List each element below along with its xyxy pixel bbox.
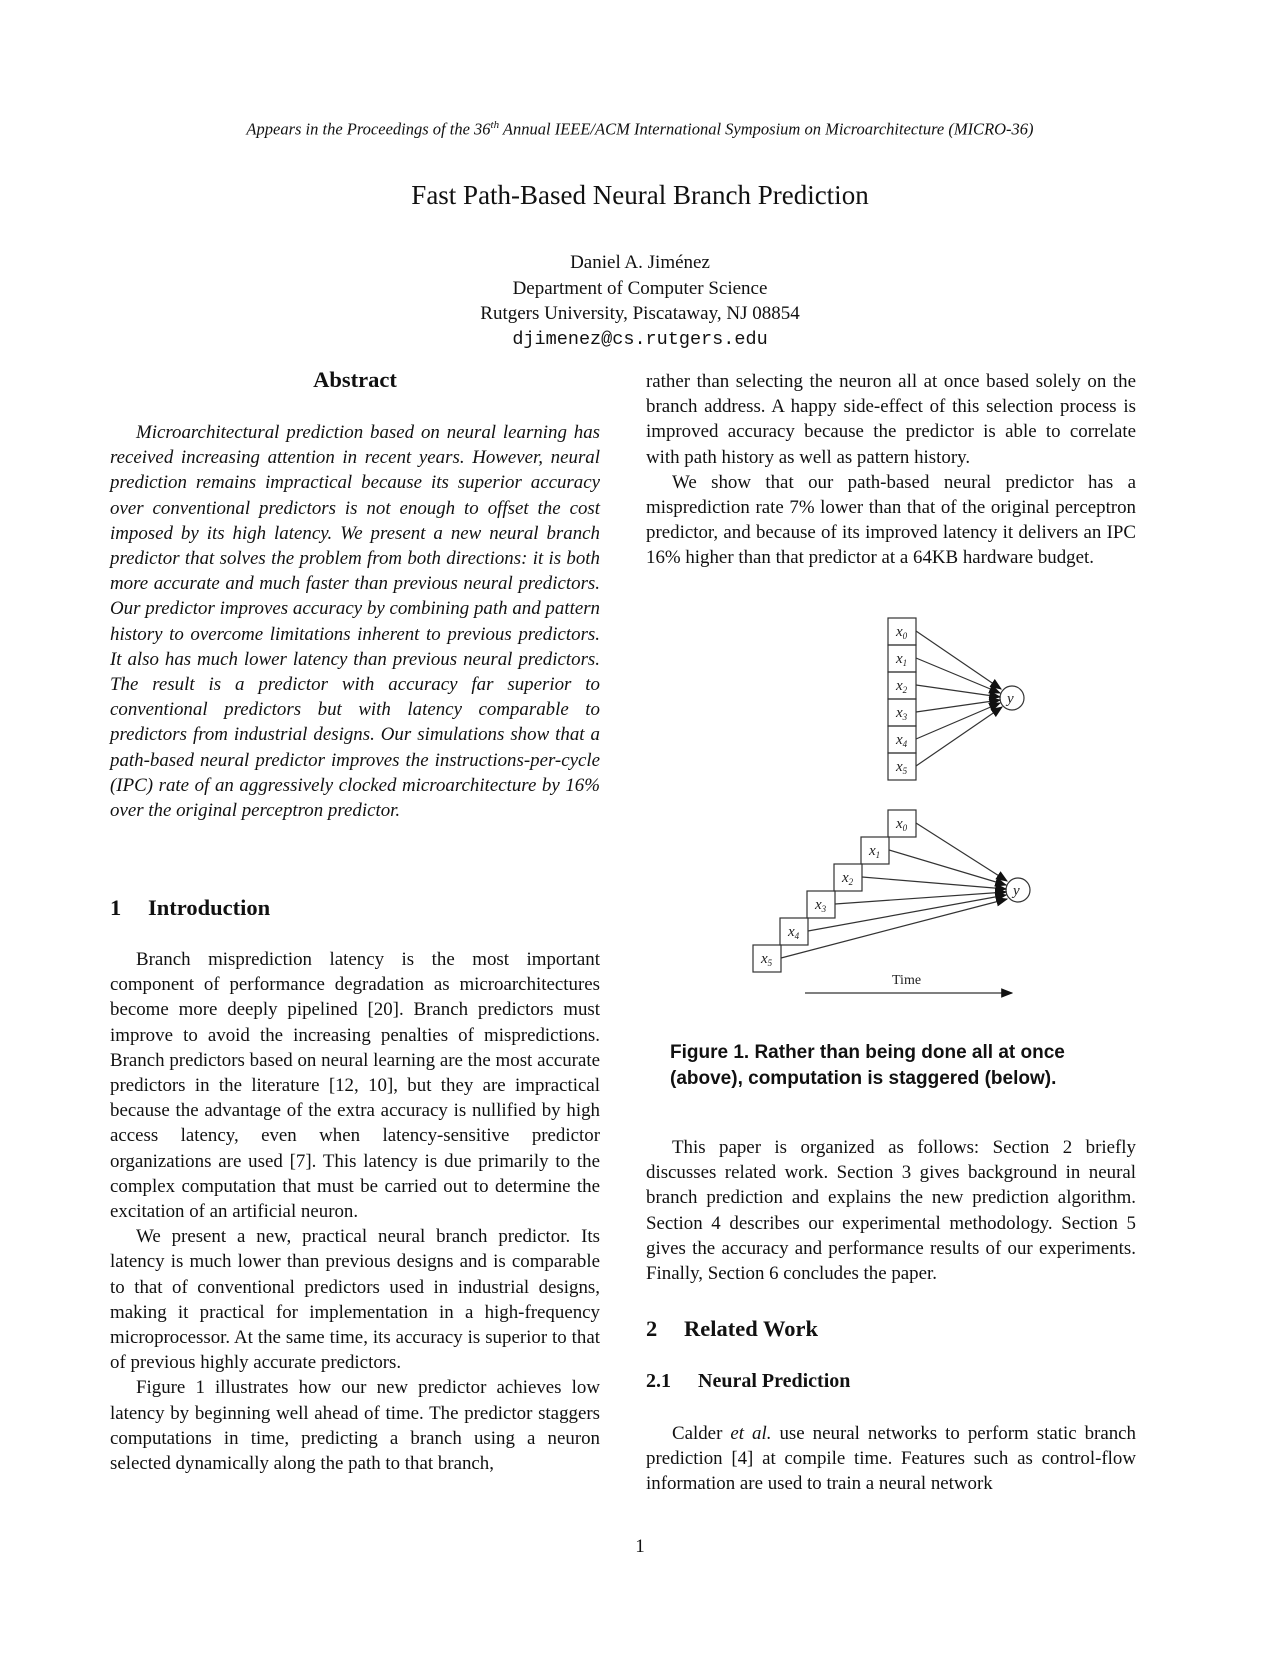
author-name: Daniel A. Jiménez (570, 252, 710, 273)
svg-text:x1: $x_1$ (869, 843, 881, 860)
author-email[interactable]: djimenez@cs.rutgers.edu (512, 328, 768, 350)
author-block (0, 250, 1280, 352)
author-department: Department of Computer Science (512, 277, 768, 299)
subsection-number: 2.1 (646, 1370, 671, 1392)
figure-1-caption: Figure 1. Rather than being done all at once (above), computation is staggered (below). (670, 1042, 1065, 1089)
abstract-body (110, 420, 600, 823)
svg-text:x5: $x_5$ (761, 951, 773, 968)
paragraph (646, 1421, 1136, 1497)
abstract-text: Microarchitectural prediction based on neural learning has received increasing attention in recent years. However, neural prediction remains impractical because its superior accuracy over conventional predictors is not enough to offset the cost imposed by its high latency. We present a new neural branch predictor that solves the problem from both directions: it is both more accurate and much faster than previous neural predictors. Our predictor improves accuracy by combining path and pattern history to overcome limitations inherent to previous predictors. It also has much lower latency than previous neural predictors. The result is a predictor with accuracy far superior to conventional predictors but with latency comparable to predictors from industrial designs. Our simulations show that a path-based neural predictor improves the instructions-per-cycle (IPC) rate of an aggressively clocked microarchitecture by 16% over the original perceptron predictor. (110, 422, 600, 822)
svg-text:x2: $x_2$ (842, 870, 854, 887)
proceedings-header (0, 119, 1280, 140)
header-prefix: Appears in the Proceedings of the 36 (246, 119, 491, 139)
paragraph: We show that our path-based neural predictor has a misprediction rate 7% lower than that of the original perceptron predictor, and because of its improved latency it delivers an IPC 16% higher than that predictor at a 64KB hardware budget. (646, 471, 1136, 569)
author-affiliation: Rutgers University, Piscataway, NJ 08854 (480, 303, 800, 324)
page-number: 1 (635, 1536, 645, 1557)
organization-paragraph (646, 1135, 1136, 1286)
section-title: Introduction (148, 895, 271, 920)
section-number: 2 (646, 1316, 658, 1341)
text-emphasis: et al. (730, 1423, 772, 1444)
section-number: 1 (110, 895, 122, 920)
header-suffix: Annual IEEE/ACM International Symposium on Microarchitecture (MICRO-36) (499, 119, 1034, 139)
introduction-continued (646, 369, 1136, 571)
svg-text:x5: $x_5$ (896, 759, 908, 776)
text: Calder (672, 1423, 731, 1444)
paper-title: Fast Path-Based Neural Branch Prediction (411, 180, 869, 210)
subsection-title: Neural Prediction (698, 1370, 851, 1392)
svg-text:x4: $x_4$ (896, 732, 908, 749)
figure-bottom-staggered (753, 810, 1030, 993)
section-title: Related Work (684, 1316, 818, 1341)
paragraph: Figure 1 illustrates how our new predictor achieves low latency by beginning well ahead of time. The predictor staggers computations in time, predicting a branch using a neuron selected dynamically along the path to that branch, (110, 1377, 600, 1475)
text: use neural networks to perform static branch prediction [4] at compile time. Features such as control-flow information are used to train a neural network (646, 1423, 1136, 1495)
paragraph: Branch misprediction latency is the most important component of performance degradation as microarchitectures become more deeply pipelined [20]. Branch predictors must improve to avoid the increasing penalties of mispredictions. Branch predictors based on neural learning are the most accurate predictors in the literature [12, 10], but they are impractical because the advantage of the extra accuracy is nullified by high access latency, even when latency-sensitive predictor organizations are used [7]. This latency is due primarily to the complex computation that must be carried out to determine the excitation of an artificial neuron. (110, 949, 600, 1223)
neural-prediction-body (646, 1421, 1136, 1497)
paragraph: This paper is organized as follows: Section 2 briefly discusses related work. Section 3 gives background in neural branch prediction and explains the new prediction algorithm. Section 4 describes our experimental methodology. Section 5 gives the accuracy and performance results of our experiments. Finally, Section 6 concludes the paper. (646, 1137, 1136, 1285)
section-heading-related-work (646, 1316, 818, 1342)
paragraph: rather than selecting the neuron all at once based solely on the branch address. A happy side-effect of this selection process is improved accuracy because the predictor is able to correlate with path history as well as pattern history. (646, 371, 1136, 468)
svg-text:x2: $x_2$ (896, 678, 908, 695)
time-axis-label: Time (892, 973, 922, 988)
section-heading-introduction (110, 895, 270, 921)
svg-text:x0: $x_0$ (896, 624, 908, 641)
svg-text:x1: $x_1$ (896, 651, 908, 668)
svg-text:x3: $x_3$ (815, 897, 827, 914)
introduction-body (110, 947, 600, 1476)
svg-text:x0: $x_0$ (896, 816, 908, 833)
subsection-heading-neural-prediction (646, 1370, 850, 1393)
svg-text:x3: $x_3$ (896, 705, 908, 722)
svg-text:x4: $x_4$ (788, 924, 800, 941)
abstract-heading: Abstract (313, 367, 397, 392)
output-label-y: y (1007, 691, 1014, 707)
figure-top-all-at-once (888, 618, 1024, 780)
figure-1-diagram (640, 600, 1140, 1000)
output-label-y: y (1013, 883, 1020, 899)
paragraph: We present a new, practical neural branch predictor. Its latency is much lower than previous designs and is comparable to that of conventional predictors used in industrial designs, making it practical for implementation in a high-frequency microprocessor. At the same time, its accuracy is superior to that of previous highly accurate predictors. (110, 1226, 600, 1374)
header-sup: th (490, 119, 500, 131)
